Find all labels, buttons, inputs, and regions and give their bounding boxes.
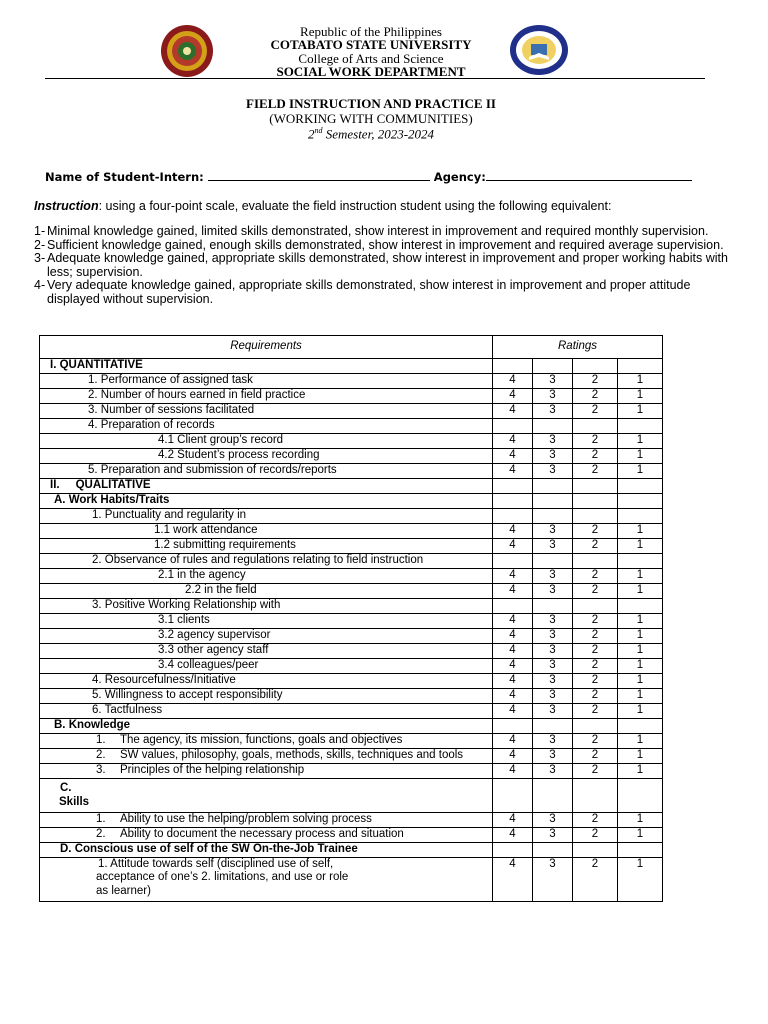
table-row [40, 644, 663, 659]
semester-text: Semester, 2023-2024 [322, 126, 435, 142]
rating-1-cell[interactable]: 1 [618, 389, 663, 404]
scale-description: Sufficient knowledge gained, enough skills demonstrated, show interest in improvement and required average supervision. [47, 237, 724, 252]
rating-4-cell[interactable]: 4 [493, 749, 533, 764]
rating-1-cell[interactable]: 1 [618, 404, 663, 419]
table-row [40, 659, 663, 674]
scale-number: 3- [34, 251, 46, 266]
criterion-label: 2. Number of hours earned in field practice [40, 389, 493, 404]
rating-1-cell[interactable]: 1 [618, 764, 663, 779]
rating-1-cell[interactable]: 1 [618, 644, 663, 659]
criterion-cell [40, 734, 493, 749]
rating-3-cell[interactable]: 3 [533, 524, 573, 539]
section-row [40, 479, 663, 494]
criterion-item [44, 764, 488, 778]
instruction-line [34, 199, 611, 213]
table-row [40, 569, 663, 584]
table-row [40, 674, 663, 689]
criterion-label: 5. Willingness to accept responsibility [40, 689, 493, 704]
rating-2-cell[interactable]: 2 [573, 389, 618, 404]
table-row [40, 389, 663, 404]
rating-2-cell[interactable]: 2 [573, 749, 618, 764]
table-row [40, 554, 663, 569]
subsection-row [40, 719, 663, 734]
section-title: QUALITATIVE [75, 479, 151, 491]
rating-2-cell[interactable]: 2 [573, 734, 618, 749]
table-row [40, 749, 663, 764]
criterion-item [44, 734, 488, 748]
criterion-label: 3. Number of sessions facilitated [40, 404, 493, 419]
rating-1-cell[interactable]: 1 [618, 449, 663, 464]
rating-2-cell[interactable]: 2 [573, 857, 618, 901]
rating-4-cell[interactable]: 4 [493, 674, 533, 689]
rating-1-cell[interactable]: 1 [618, 812, 663, 827]
form-title: FIELD INSTRUCTION AND PRACTICE II [246, 96, 496, 111]
criterion-number: 1. [96, 734, 106, 746]
rating-1-cell[interactable]: 1 [618, 614, 663, 629]
ratings-header: Ratings [493, 336, 663, 359]
header-republic: Republic of the Philippines [300, 24, 442, 39]
criterion-line: acceptance of one’s 2. limitations, and use or role [96, 871, 349, 884]
rating-3-cell[interactable]: 3 [533, 584, 573, 599]
criterion-label: Principles of the helping relationship [120, 764, 305, 776]
rating-3-cell[interactable]: 3 [533, 827, 573, 842]
rating-3-cell[interactable]: 3 [533, 659, 573, 674]
semester-ordinal-suffix: nd [314, 126, 323, 135]
subsection-letter: C. [60, 782, 72, 794]
table-row [40, 599, 663, 614]
rating-4-cell[interactable]: 4 [493, 764, 533, 779]
rating-4-cell[interactable]: 4 [493, 524, 533, 539]
rating-2-cell[interactable]: 2 [573, 449, 618, 464]
criterion-cell [40, 764, 493, 779]
section-quantitative: I. QUANTITATIVE [40, 359, 493, 374]
scale-item [34, 225, 734, 239]
student-name-label: Name of Student-Intern: [45, 170, 204, 184]
rating-2-cell[interactable]: 2 [573, 812, 618, 827]
scale-number: 2- [34, 237, 46, 252]
student-name-field[interactable] [208, 170, 430, 181]
instruction-text: : using a four-point scale, evaluate the field instruction student using the following equivalent: [98, 199, 612, 213]
table-row [40, 629, 663, 644]
criterion-number: 2. [96, 827, 106, 840]
table-row [40, 419, 663, 434]
section-number: II. [50, 479, 60, 491]
rating-2-cell[interactable]: 2 [573, 584, 618, 599]
rating-3-cell[interactable]: 3 [533, 734, 573, 749]
rating-1-cell[interactable]: 1 [618, 374, 663, 389]
rating-3-cell[interactable]: 3 [533, 857, 573, 901]
rating-3-cell[interactable]: 3 [533, 569, 573, 584]
table-row [40, 614, 663, 629]
rating-2-cell[interactable]: 2 [573, 434, 618, 449]
rating-4-cell[interactable]: 4 [493, 812, 533, 827]
criterion-label: 3.3 other agency staff [40, 644, 493, 659]
header-department: SOCIAL WORK DEPARTMENT [276, 64, 466, 79]
header-college: College of Arts and Science [298, 51, 444, 66]
criterion-item [44, 813, 488, 827]
rating-4-cell[interactable]: 4 [493, 449, 533, 464]
rating-3-cell[interactable]: 3 [533, 704, 573, 719]
rating-1-cell[interactable]: 1 [618, 704, 663, 719]
rating-1-cell[interactable]: 1 [618, 629, 663, 644]
criterion-label: 1.1 work attendance [40, 524, 493, 539]
scale-item [34, 279, 734, 306]
table-header-row [40, 336, 663, 359]
rating-2-cell[interactable]: 2 [573, 404, 618, 419]
requirements-header: Requirements [40, 336, 493, 359]
rating-4-cell[interactable]: 4 [493, 734, 533, 749]
criterion-label: 3.4 colleagues/peer [40, 659, 493, 674]
subsection-conscious-use: D. Conscious use of self of the SW On-the-Job Trainee [40, 842, 493, 857]
rating-4-cell[interactable]: 4 [493, 539, 533, 554]
criterion-cell [40, 827, 493, 842]
criterion-label: 2.1 in the agency [40, 569, 493, 584]
table-row [40, 584, 663, 599]
subsection-row [40, 842, 663, 857]
table-row [40, 374, 663, 389]
rating-1-cell[interactable]: 1 [618, 749, 663, 764]
criterion-item [44, 828, 488, 842]
rating-1-cell[interactable]: 1 [618, 827, 663, 842]
rating-2-cell[interactable]: 2 [573, 629, 618, 644]
scale-item [34, 239, 734, 253]
rating-3-cell[interactable]: 3 [533, 749, 573, 764]
table-row [40, 704, 663, 719]
rating-4-cell[interactable]: 4 [493, 827, 533, 842]
criterion-label: 3.2 agency supervisor [40, 629, 493, 644]
rating-2-cell[interactable]: 2 [573, 764, 618, 779]
rating-3-cell[interactable]: 3 [533, 764, 573, 779]
rating-1-cell[interactable]: 1 [618, 464, 663, 479]
rating-3-cell[interactable]: 3 [533, 812, 573, 827]
rating-4-cell[interactable]: 4 [493, 689, 533, 704]
criterion-label: 4.2 Student’s process recording [40, 449, 493, 464]
table-row [40, 734, 663, 749]
rating-4-cell[interactable]: 4 [493, 389, 533, 404]
rating-4-cell[interactable]: 4 [493, 644, 533, 659]
criterion-label: Ability to use the helping/problem solving process [120, 812, 372, 825]
rating-3-cell[interactable]: 3 [533, 389, 573, 404]
rating-2-cell[interactable]: 2 [573, 524, 618, 539]
criterion-cell [40, 749, 493, 764]
rating-2-cell[interactable]: 2 [573, 539, 618, 554]
rating-1-cell[interactable]: 1 [618, 434, 663, 449]
criterion-label: The agency, its mission, functions, goals and objectives [120, 734, 403, 746]
rating-2-cell[interactable]: 2 [573, 689, 618, 704]
subsection-row [40, 494, 663, 509]
scale-description: Very adequate knowledge gained, appropriate skills demonstrated, show interest in improvement and proper attitude displayed without supervision. [47, 278, 691, 306]
rating-3-cell[interactable]: 3 [533, 629, 573, 644]
criterion-number: 3. [96, 764, 106, 776]
criterion-cell [40, 857, 493, 901]
criterion-label: 6. Tactfulness [40, 704, 493, 719]
section-row [40, 359, 663, 374]
criterion-line: 1. Attitude towards self (disciplined use of self, [98, 857, 334, 870]
rating-3-cell[interactable]: 3 [533, 404, 573, 419]
criterion-label: SW values, philosophy, goals, methods, skills, techniques and tools [120, 749, 464, 761]
agency-field[interactable] [486, 170, 692, 181]
rating-4-cell[interactable]: 4 [493, 584, 533, 599]
subsection-work-habits: A. Work Habits/Traits [40, 494, 493, 509]
rating-3-cell[interactable]: 3 [533, 464, 573, 479]
criterion-number: 1. [96, 812, 106, 825]
table-row [40, 857, 663, 901]
rating-4-cell[interactable]: 4 [493, 857, 533, 901]
semester-line [0, 126, 742, 142]
instruction-label: Instruction [34, 199, 99, 213]
criterion-number: 2. [96, 749, 106, 761]
rating-1-cell[interactable]: 1 [618, 569, 663, 584]
semester-ordinal: 2 [307, 126, 315, 142]
table-row [40, 827, 663, 842]
rating-4-cell[interactable]: 4 [493, 569, 533, 584]
rating-scale-list [34, 225, 734, 307]
subsection-title: Skills [59, 795, 90, 808]
criterion-label: 3.1 clients [40, 614, 493, 629]
rating-4-cell[interactable]: 4 [493, 374, 533, 389]
rating-3-cell[interactable]: 3 [533, 434, 573, 449]
criterion-label: 2. Observance of rules and regulations relating to field instruction [40, 554, 493, 569]
scale-item [34, 252, 734, 279]
rating-4-cell[interactable]: 4 [493, 404, 533, 419]
table-row [40, 509, 663, 524]
scale-number: 1- [34, 224, 46, 238]
rating-2-cell[interactable]: 2 [573, 644, 618, 659]
rating-4-cell[interactable]: 4 [493, 629, 533, 644]
evaluation-table [39, 335, 663, 902]
section-qualitative [40, 479, 493, 494]
rating-2-cell[interactable]: 2 [573, 659, 618, 674]
table-row [40, 812, 663, 827]
rating-3-cell[interactable]: 3 [533, 674, 573, 689]
rating-1-cell[interactable]: 1 [618, 734, 663, 749]
rating-4-cell[interactable]: 4 [493, 614, 533, 629]
rating-4-cell[interactable]: 4 [493, 434, 533, 449]
rating-1-cell[interactable]: 1 [618, 659, 663, 674]
criterion-label: 1. Punctuality and regularity in [40, 509, 493, 524]
header-divider [45, 78, 705, 79]
rating-1-cell[interactable]: 1 [618, 689, 663, 704]
rating-3-cell[interactable]: 3 [533, 614, 573, 629]
subsection-skills [40, 779, 493, 813]
rating-1-cell[interactable]: 1 [618, 539, 663, 554]
scale-description: Adequate knowledge gained, appropriate skills demonstrated, show interest in improvement and proper working habits with less; supervision. [47, 251, 728, 279]
rating-4-cell[interactable]: 4 [493, 464, 533, 479]
rating-3-cell[interactable]: 3 [533, 689, 573, 704]
rating-1-cell[interactable]: 1 [618, 584, 663, 599]
rating-1-cell[interactable]: 1 [618, 857, 663, 901]
table-row [40, 764, 663, 779]
rating-2-cell[interactable]: 2 [573, 704, 618, 719]
table-row [40, 434, 663, 449]
rating-2-cell[interactable]: 2 [573, 614, 618, 629]
agency-label: Agency: [433, 170, 486, 184]
criterion-label: 5. Preparation and submission of records/reports [40, 464, 493, 479]
rating-3-cell[interactable]: 3 [533, 539, 573, 554]
table-row [40, 449, 663, 464]
rating-4-cell[interactable]: 4 [493, 659, 533, 674]
rating-2-cell[interactable]: 2 [573, 827, 618, 842]
rating-3-cell[interactable]: 3 [533, 374, 573, 389]
form-subtitle: (WORKING WITH COMMUNITIES) [269, 111, 473, 126]
table-row [40, 539, 663, 554]
rating-2-cell[interactable]: 2 [573, 464, 618, 479]
subsection-row [40, 779, 663, 813]
criterion-cell [40, 812, 493, 827]
rating-2-cell[interactable]: 2 [573, 569, 618, 584]
rating-3-cell[interactable]: 3 [533, 644, 573, 659]
criterion-label: 2.2 in the field [40, 584, 493, 599]
rating-2-cell[interactable]: 2 [573, 374, 618, 389]
rating-4-cell[interactable]: 4 [493, 704, 533, 719]
table-row [40, 524, 663, 539]
criterion-label: Ability to document the necessary process and situation [120, 827, 404, 840]
rating-3-cell[interactable]: 3 [533, 449, 573, 464]
criterion-line: as learner) [96, 885, 151, 898]
criterion-label: 1. Performance of assigned task [40, 374, 493, 389]
scale-number: 4- [34, 278, 46, 293]
criterion-label: 4.1 Client group’s record [40, 434, 493, 449]
header-university: COTABATO STATE UNIVERSITY [270, 37, 472, 52]
rating-1-cell[interactable]: 1 [618, 524, 663, 539]
criterion-item [44, 749, 488, 763]
subsection-knowledge: B. Knowledge [40, 719, 493, 734]
table-row [40, 689, 663, 704]
rating-1-cell[interactable]: 1 [618, 674, 663, 689]
criterion-label: 4. Resourcefulness/Initiative [40, 674, 493, 689]
criterion-label: 4. Preparation of records [40, 419, 493, 434]
table-row [40, 464, 663, 479]
rating-2-cell[interactable]: 2 [573, 674, 618, 689]
table-row [40, 404, 663, 419]
scale-description: Minimal knowledge gained, limited skills demonstrated, show interest in improvement and required monthly supervision. [47, 224, 709, 238]
criterion-label: 1.2 submitting requirements [40, 539, 493, 554]
criterion-label: 3. Positive Working Relationship with [40, 599, 493, 614]
student-info-line [45, 170, 692, 184]
